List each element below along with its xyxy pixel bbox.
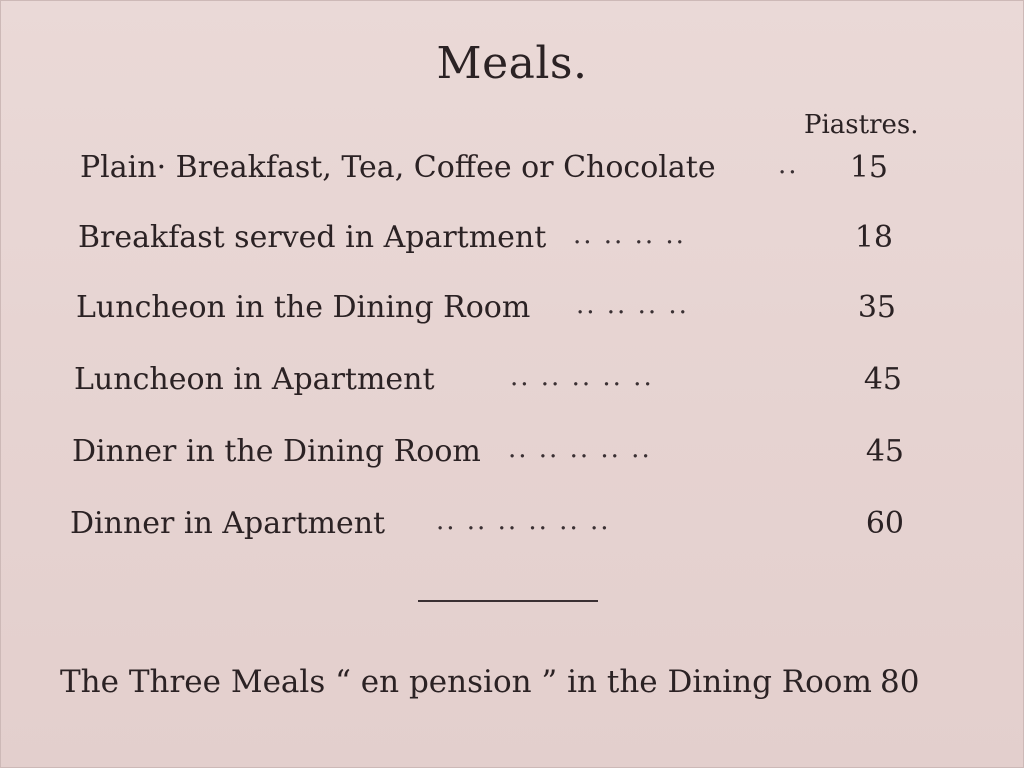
dot-leader: .. .. .. .. xyxy=(573,220,686,250)
list-item xyxy=(80,150,900,190)
item-label: Breakfast served in Apartment xyxy=(78,220,547,255)
list-item xyxy=(72,434,922,474)
divider xyxy=(418,600,598,602)
pension-price: 80 xyxy=(880,664,920,700)
dot-leader: .. .. .. .. .. xyxy=(510,362,654,392)
item-label: Dinner in Apartment xyxy=(70,506,386,541)
list-item xyxy=(74,362,914,402)
price-column-header: Piastres. xyxy=(804,110,919,140)
dot-leader: .. .. .. .. .. xyxy=(508,434,652,464)
dot-leader: .. .. .. .. xyxy=(576,290,689,320)
pension-label: The Three Meals “ en pension ” in the Dining Room xyxy=(60,664,872,700)
page-title: Meals. xyxy=(436,38,588,89)
list-item xyxy=(70,506,920,546)
item-price: 45 xyxy=(863,362,902,397)
dot-leader: .. xyxy=(778,150,799,180)
list-item xyxy=(78,220,898,260)
item-price: 15 xyxy=(849,150,888,185)
item-price: 60 xyxy=(865,506,904,541)
item-price: 45 xyxy=(865,434,904,469)
pension-row xyxy=(60,664,960,708)
item-price: 18 xyxy=(854,220,893,255)
item-label: Luncheon in Apartment xyxy=(74,362,435,397)
item-label: Plain· Breakfast, Tea, Coffee or Chocolate xyxy=(80,150,716,185)
list-item xyxy=(76,290,906,330)
item-label: Luncheon in the Dining Room xyxy=(76,290,531,325)
item-price: 35 xyxy=(857,290,896,325)
dot-leader: .. .. .. .. .. .. xyxy=(436,506,611,536)
item-label: Dinner in the Dining Room xyxy=(72,434,481,469)
